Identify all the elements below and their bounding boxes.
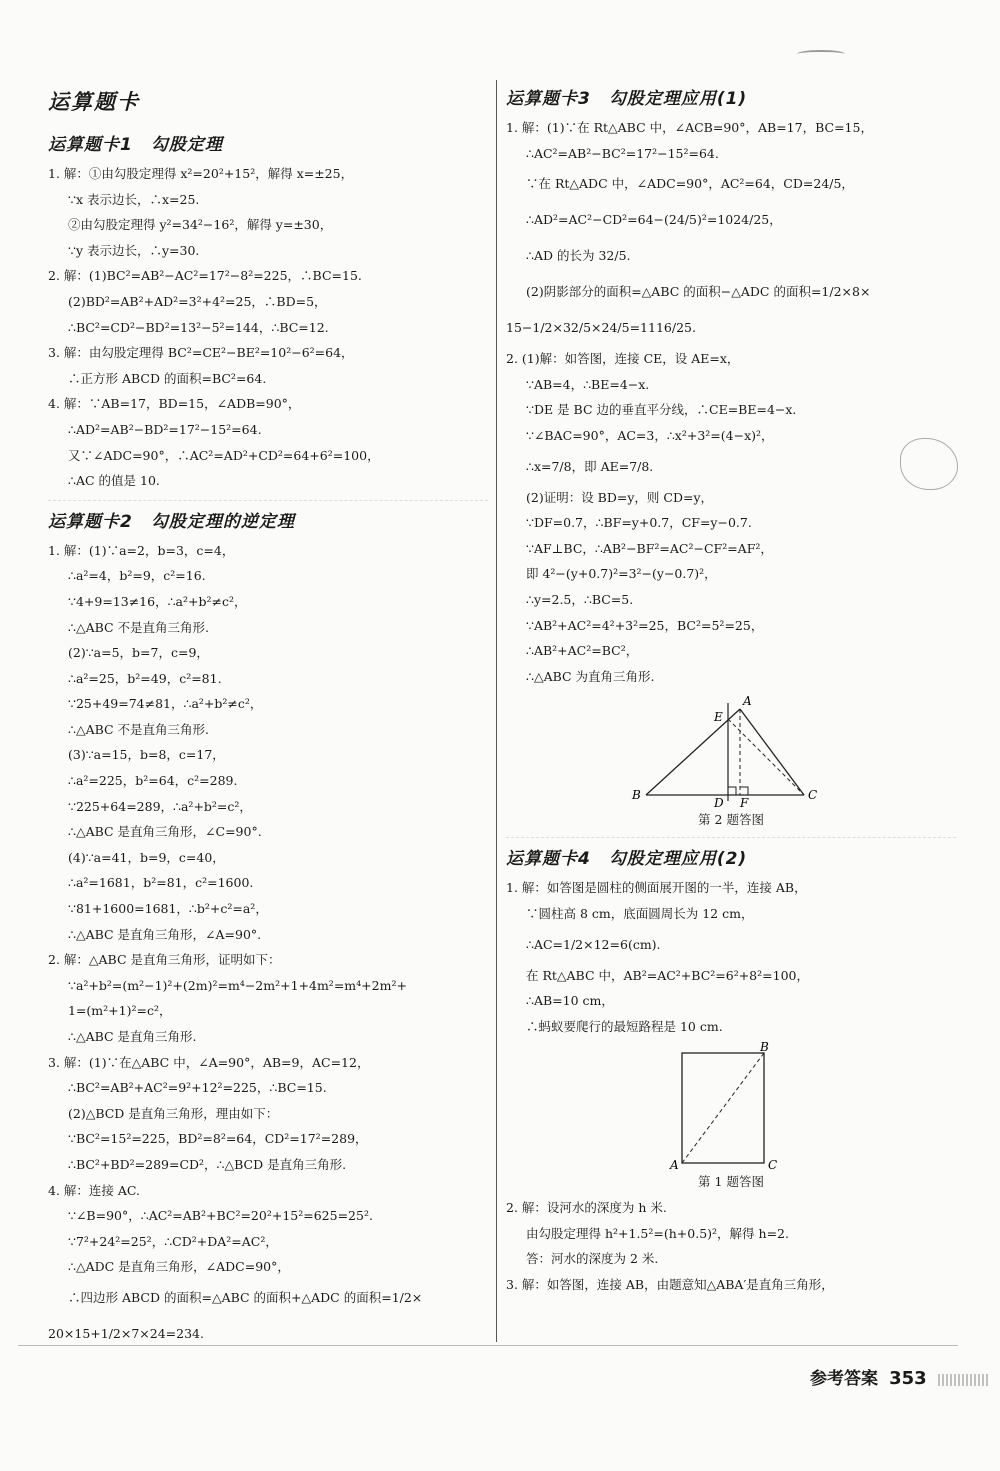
text-line: ∴△ABC 是直角三角形，∠C=90°.	[68, 824, 262, 840]
text-line: ∵AF⊥BC，∴AB²−BF²=AC²−CF²=AF²，	[526, 540, 773, 556]
point-label: B	[632, 788, 641, 803]
right-angle-mark-d	[728, 787, 736, 795]
point-label: C	[808, 788, 818, 803]
page-number: 353	[889, 1368, 927, 1389]
footer-label: 参考答案	[810, 1369, 878, 1389]
text-line: 20×15+1/2×7×24=234.	[48, 1325, 204, 1341]
figure-q2	[506, 691, 956, 831]
text-line: ∴AB=10 cm，	[526, 993, 614, 1009]
left-column	[48, 78, 488, 1352]
decorative-mark	[797, 50, 845, 58]
page-footer	[810, 1364, 990, 1389]
section-3-body	[506, 115, 956, 689]
text-line: (2)证明：设 BD=y，则 CD=y，	[526, 489, 714, 505]
text-line: ∴AD 的长为 32/5.	[526, 248, 631, 264]
text-line: ②由勾股定理得 y²=34²−16²，解得 y=±30，	[68, 217, 333, 233]
section-4-body	[506, 875, 956, 1039]
text-line: ∴AB²+AC²=BC²，	[526, 643, 639, 659]
figure-q1	[506, 1041, 956, 1193]
text-line: ∵在 Rt△ADC 中，∠ADC=90°，AC²=64，CD=24/5，	[526, 176, 854, 192]
text-line: ∵BC²=15²=225，BD²=8²=64，CD²=17²=289，	[68, 1131, 368, 1147]
text-line: ∴蚂蚁要爬行的最短路程是 10 cm.	[526, 1018, 723, 1034]
text-line: ∴△ABC 不是直角三角形.	[68, 619, 210, 635]
text-line: (2)△BCD 是直角三角形，理由如下：	[68, 1105, 279, 1121]
point-label: F	[740, 796, 749, 810]
text-line: ∵∠BAC=90°，AC=3，∴x²+3²=(4−x)²，	[526, 427, 774, 443]
point-label: A	[670, 1158, 679, 1172]
text-line: 即 4²−(y+0.7)²=3²−(y−0.7)²，	[526, 566, 717, 582]
bottom-rule	[18, 1345, 958, 1346]
text-line: 在 Rt△ABC 中，AB²=AC²+BC²=6²+8²=100，	[526, 967, 809, 983]
section-2-body	[48, 538, 488, 1352]
section-1-body	[48, 161, 488, 494]
text-line: 2. 解：设河水的深度为 h 米.	[506, 1200, 667, 1216]
line-ec	[728, 719, 804, 795]
text-line: ∴BC²=AB²+AC²=9²+12²=225，∴BC=15.	[68, 1080, 327, 1096]
point-label: D	[714, 796, 724, 810]
text-line: ∴△ABC 是直角三角形.	[68, 1029, 197, 1044]
text-line: ∴a²=225，b²=64，c²=289.	[68, 773, 238, 789]
text-line: ∴△ABC 不是直角三角形.	[68, 721, 210, 737]
text-line: ∴x=7/8，即 AE=7/8.	[526, 458, 654, 474]
text-line: ∴y=2.5，∴BC=5.	[526, 591, 634, 607]
text-line: ∵4+9=13≠16，∴a²+b²≠c²，	[68, 593, 247, 609]
section-title-4: 运算题卡4 勾股定理应用(2)	[506, 837, 956, 869]
right-angle-mark-f	[740, 787, 748, 795]
rectangle-unfolded	[682, 1053, 764, 1163]
footer-dots-icon	[938, 1374, 990, 1386]
main-title: 运算题卡	[48, 90, 140, 114]
point-label: E	[714, 710, 723, 725]
column-divider	[496, 80, 497, 1342]
text-line: ∴四边形 ABCD 的面积=△ABC 的面积+△ADC 的面积=1/2×	[68, 1289, 423, 1305]
text-line: ∴AC²=AB²−BC²=17²−15²=64.	[526, 145, 719, 161]
text-line: 3. 解：(1)∵在△ABC 中，∠A=90°，AB=9，AC=12，	[48, 1054, 370, 1070]
text-line: ∵25+49=74≠81，∴a²+b²≠c²，	[68, 696, 263, 712]
text-line: ∴AC=1/2×12=6(cm).	[526, 936, 661, 952]
text-line: ∵AB=4，∴BE=4−x.	[526, 376, 650, 392]
figure-q2-diagram	[506, 691, 956, 809]
text-line: (4)∵a=41，b=9，c=40，	[68, 849, 225, 865]
text-line: ∴BC²=CD²−BD²=13²−5²=144，∴BC=12.	[68, 319, 329, 335]
right-column	[506, 78, 956, 1298]
text-line: ∴AD²=AC²−CD²=64−(24/5)²=1024/25，	[526, 212, 782, 228]
text-line: ∵DE 是 BC 边的垂直平分线，∴CE=BE=4−x.	[526, 402, 797, 418]
text-line: ∵a²+b²=(m²−1)²+(2m)²=m⁴−2m²+1+4m²=m⁴+2m²+	[68, 977, 407, 993]
text-line: 3. 解：由勾股定理得 BC²=CE²−BE²=10²−6²=64，	[48, 345, 354, 361]
text-line: ∵7²+24²=25²，∴CD²+DA²=AC²，	[68, 1233, 278, 1249]
text-line: ∵AB²+AC²=4²+3²=25，BC²=5²=25，	[526, 617, 764, 633]
text-line: ∴△ABC 为直角三角形.	[526, 668, 655, 684]
text-line: ∴a²=1681，b²=81，c²=1600.	[68, 875, 254, 891]
text-line: 4. 解：∵AB=17，BD=15，∠ADB=90°，	[48, 396, 301, 412]
text-line: ∴AD²=AB²−BD²=17²−15²=64.	[68, 421, 262, 437]
text-line: (2)BD²=AB²+AD²=3²+4²=25，∴BD=5，	[68, 293, 327, 309]
text-line: 4. 解：连接 AC.	[48, 1182, 140, 1198]
text-line: ∵∠B=90°，∴AC²=AB²+BC²=20²+15²=625=25².	[68, 1208, 373, 1224]
text-line: ∵y 表示边长，∴y=30.	[68, 242, 200, 258]
text-line: ∴AC 的值是 10.	[68, 473, 160, 489]
text-line: 1. 解：①由勾股定理得 x²=20²+15²，解得 x=±25，	[48, 166, 354, 181]
text-line: 又∵∠ADC=90°，∴AC²=AD²+CD²=64+6²=100，	[68, 447, 380, 463]
text-line: ∴a²=25，b²=49，c²=81.	[68, 670, 222, 686]
text-line: (2)∵a=5，b=7，c=9，	[68, 645, 209, 661]
text-line: 2. 解：(1)BC²=AB²−AC²=17²−8²=225，∴BC=15.	[48, 268, 362, 284]
text-line: ∵x 表示边长，∴x=25.	[68, 191, 200, 207]
text-line: ∴正方形 ABCD 的面积=BC²=64.	[68, 370, 267, 386]
text-line: (2)阴影部分的面积=△ABC 的面积−△ADC 的面积=1/2×8×	[526, 284, 871, 300]
figure-caption: 第 2 题答图	[698, 812, 764, 828]
text-line: (3)∵a=15，b=8，c=17，	[68, 747, 225, 763]
text-line: 1=(m²+1)²=c²，	[68, 1003, 172, 1019]
text-line: ∵81+1600=1681，∴b²+c²=a²，	[68, 901, 268, 917]
text-line: ∵DF=0.7，∴BF=y+0.7，CF=y−0.7.	[526, 515, 752, 531]
point-label: A	[743, 694, 752, 709]
line-ab	[682, 1053, 764, 1163]
point-label: C	[768, 1158, 778, 1172]
text-line: 2. 解：△ABC 是直角三角形，证明如下：	[48, 952, 281, 968]
text-line: 答：河水的深度为 2 米.	[526, 1251, 659, 1267]
text-line: ∴△ABC 是直角三角形，∠A=90°.	[68, 926, 262, 942]
text-line: 3. 解：如答图，连接 AB，由题意知△ABA′是直角三角形，	[506, 1277, 834, 1293]
section-4-after	[506, 1195, 956, 1297]
figure-q1-diagram	[506, 1041, 956, 1171]
line-ba	[646, 709, 740, 795]
text-line: 1. 解：如答图是圆柱的侧面展开图的一半，连接 AB，	[506, 880, 807, 896]
text-line: 15−1/2×32/5×24/5=1116/25.	[506, 320, 696, 336]
section-title-1: 运算题卡1 勾股定理	[48, 135, 223, 155]
text-line: 由勾股定理得 h²+1.5²=(h+0.5)²，解得 h=2.	[526, 1225, 789, 1241]
text-line: ∴BC²+BD²=289=CD²，∴△BCD 是直角三角形.	[68, 1156, 347, 1172]
line-ac	[740, 709, 804, 795]
text-line: 2. (1)解：如答图，连接 CE，设 AE=x，	[506, 351, 740, 367]
text-line: ∴△ADC 是直角三角形，∠ADC=90°，	[68, 1259, 290, 1275]
section-title-2: 运算题卡2 勾股定理的逆定理	[48, 500, 488, 532]
text-line: ∵圆柱高 8 cm，底面圆周长为 12 cm，	[526, 905, 754, 921]
text-line: ∴a²=4，b²=9，c²=16.	[68, 568, 206, 584]
text-line: ∵225+64=289，∴a²+b²=c²，	[68, 798, 252, 814]
figure-caption: 第 1 题答图	[698, 1174, 764, 1190]
text-line: 1. 解：(1)∵a=2，b=3，c=4，	[48, 542, 235, 558]
section-title-3: 运算题卡3 勾股定理应用(1)	[506, 89, 748, 109]
point-label: B	[760, 1041, 769, 1055]
text-line: 1. 解：(1)∵在 Rt△ABC 中，∠ACB=90°，AB=17，BC=15，	[506, 120, 873, 135]
